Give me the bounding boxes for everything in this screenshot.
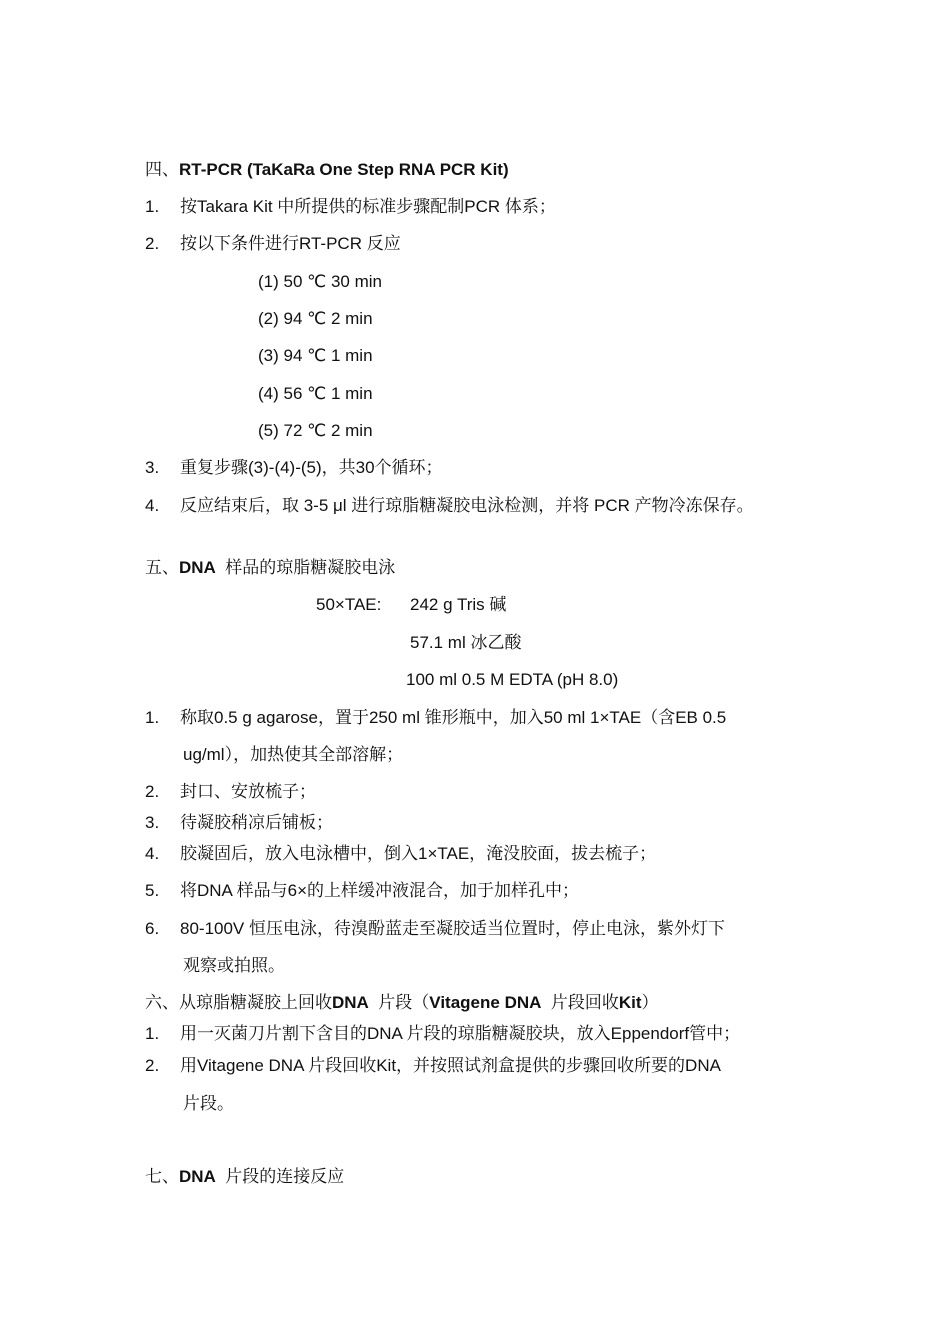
list-item-continuation: 观察或拍照。 <box>183 956 285 975</box>
list-item-continuation: 片段。 <box>183 1094 234 1113</box>
condition-step: (2) 94 ℃ 2 min <box>258 309 373 328</box>
tae-item: 57.1 ml 冰乙酸 <box>410 633 522 652</box>
tae-label: 50×TAE: <box>316 595 382 614</box>
condition-step: (3) 94 ℃ 1 min <box>258 346 373 365</box>
section-4-prefix: 四、 <box>145 160 179 179</box>
tae-item: 100 ml 0.5 M EDTA (pH 8.0) <box>406 670 619 689</box>
section-4-title: RT-PCR (TaKaRa One Step RNA PCR Kit) <box>179 160 509 179</box>
section-4-heading <box>145 159 509 181</box>
condition-step: (4) 56 ℃ 1 min <box>258 384 373 403</box>
section-5-heading: 五、DNA 样品的琼脂糖凝胶电泳 <box>145 558 396 577</box>
condition-step: (5) 72 ℃ 2 min <box>258 421 373 440</box>
condition-step: (1) 50 ℃ 30 min <box>258 272 382 291</box>
list-item-continuation: ug/ml），加热使其全部溶解； <box>183 745 404 764</box>
section-6-heading: 六、从琼脂糖凝胶上回收DNA 片段（Vitagene DNA 片段回收Kit） <box>145 993 659 1012</box>
section-7-heading: 七、DNA 片段的连接反应 <box>145 1167 345 1186</box>
tae-item: 242 g Tris 碱 <box>410 595 507 614</box>
